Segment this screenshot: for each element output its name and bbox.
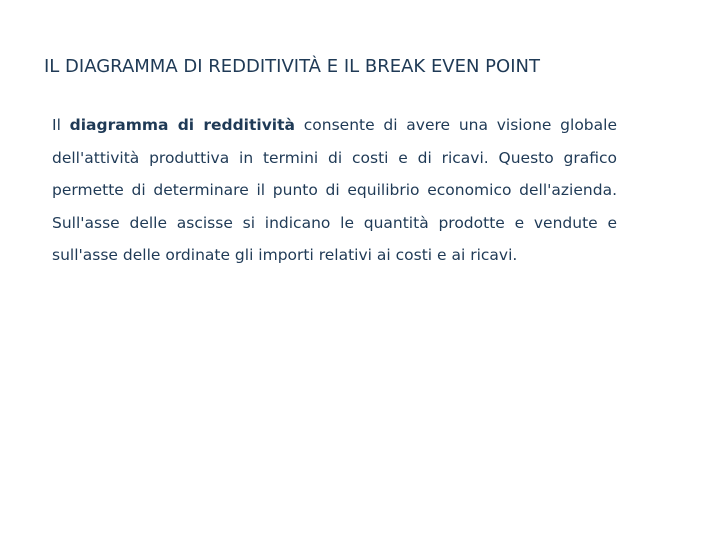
slide-title: IL DIAGRAMMA DI REDDITIVITÀ E IL BREAK EVEN POINT bbox=[44, 56, 540, 77]
paragraph-rest: consente di avere una visione globale dell'attività produttiva in termini di costi e di ricavi. Questo grafico permette di determinare il punto di equilibrio economico dell'azienda. Sull'asse delle ascisse si indicano le quantità prodotte e vendute e sull'asse delle ordinate gli importi relativi ai costi e ai ricavi. bbox=[52, 116, 617, 264]
body-paragraph bbox=[52, 109, 617, 272]
paragraph-bold-term: diagramma di redditività bbox=[69, 116, 295, 134]
paragraph-lead: Il bbox=[52, 116, 70, 134]
